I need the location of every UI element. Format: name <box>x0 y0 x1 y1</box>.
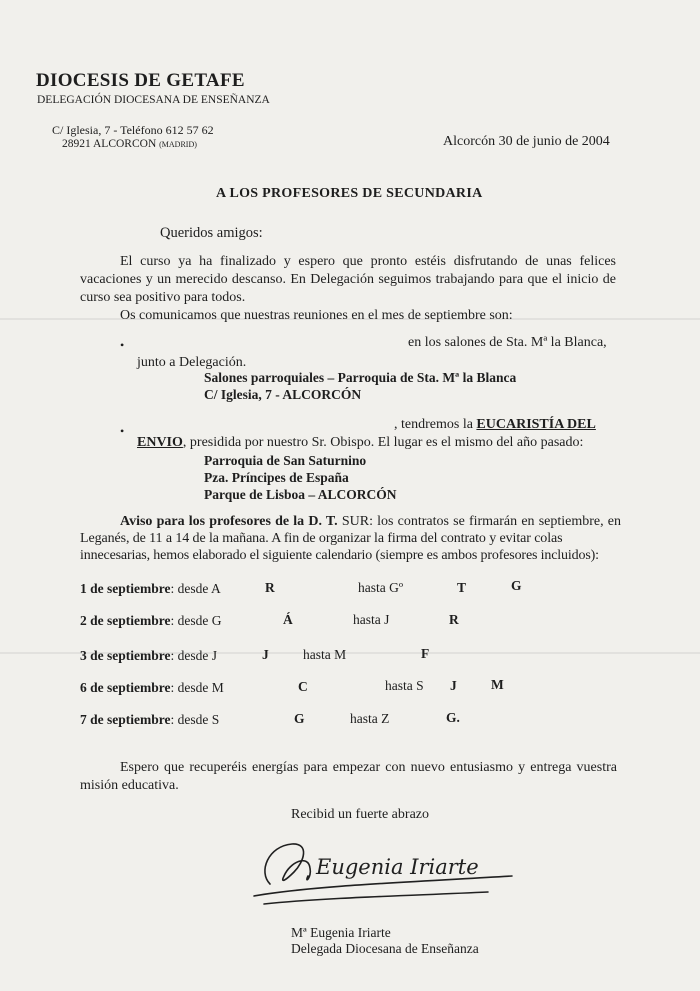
bullet-meeting-1: • <box>120 338 125 352</box>
handwritten-signature <box>250 832 520 912</box>
calendar-from: : desde S <box>170 712 220 727</box>
calendar-day: 2 de septiembre <box>80 613 171 628</box>
intro-line-4: Os comunicamos que nuestras reuniones en el mes de septiembre son: <box>120 308 513 323</box>
notice-line-3: innecesarias, hemos elaborado el siguiente calendario (siempre es ambos profesores incluidos): <box>80 548 599 563</box>
calendar-row-2 <box>80 613 222 629</box>
calendar-row-4 <box>80 680 224 696</box>
calendar-from-initial: J <box>262 647 269 662</box>
calendar-to-initial-2: G <box>511 578 522 593</box>
meeting-2-text-pre: , tendremos la <box>394 417 477 432</box>
calendar-to-initial-2: M <box>491 677 504 692</box>
meeting-1-text-line-2: junto a Delegación. <box>137 355 247 370</box>
calendar-from: : desde A <box>170 581 221 596</box>
meeting-2-event-part-1: EUCARISTÍA DEL <box>476 417 596 432</box>
greeting: Queridos amigos: <box>160 225 263 241</box>
calendar-from-initial: C <box>298 679 308 694</box>
calendar-from-initial: Á <box>283 612 293 627</box>
organization-name: DIOCESIS DE GETAFE <box>36 70 245 91</box>
calendar-from-initial: R <box>265 580 275 595</box>
calendar-day: 6 de septiembre <box>80 680 171 695</box>
calendar-day: 3 de septiembre <box>80 648 171 663</box>
intro-line-1: El curso ya ha finalizado y espero que pronto estéis disfrutando de unas felices <box>120 254 616 269</box>
calendar-day: 1 de septiembre <box>80 581 171 596</box>
calendar-to: hasta S <box>385 678 424 693</box>
meeting-1-place-line-1: Salones parroquiales – Parroquia de Sta. Mª la Blanca <box>204 370 517 385</box>
calendar-day: 7 de septiembre <box>80 712 171 727</box>
bullet-meeting-2: • <box>120 424 125 438</box>
notice-line-1 <box>120 513 621 532</box>
address-line: C/ Iglesia, 7 - Teléfono 612 57 62 <box>52 123 214 137</box>
calendar-to-initial: J <box>450 678 457 693</box>
calendar-to-initial: T <box>457 580 467 595</box>
calendar-row-3 <box>80 648 217 664</box>
meeting-2-text <box>394 416 596 435</box>
meeting-2-text-line-2 <box>137 434 583 453</box>
calendar-to-initial: R <box>449 612 459 627</box>
calendar-from-initial: G <box>294 711 305 726</box>
address-postcode-city: 28921 ALCORCON <box>62 138 157 150</box>
calendar-to: hasta J <box>353 612 390 627</box>
closing-line-2: misión educativa. <box>80 778 179 793</box>
closing-regards: Recibid un fuerte abrazo <box>291 807 429 822</box>
department-name: DELEGACIÓN DIOCESANA DE ENSEÑANZA <box>37 94 270 106</box>
address-region: (MADRID) <box>159 140 197 149</box>
notice-label: Aviso para los profesores de la D. T. <box>120 514 338 529</box>
meeting-1-text: en los salones de Sta. Mª la Blanca, <box>408 335 607 350</box>
intro-line-2: vacaciones y un merecido descanso. En Delegación seguimos trabajando para que el inicio de <box>80 272 616 287</box>
calendar-row-1 <box>80 581 221 597</box>
signatory-name: Mª Eugenia Iriarte <box>291 925 391 940</box>
calendar-from: : desde J <box>170 648 217 663</box>
meeting-1-place-line-2: C/ Iglesia, 7 - ALCORCÓN <box>204 387 362 402</box>
calendar-from: : desde M <box>170 680 224 695</box>
closing-line-1: Espero que recuperéis energías para empezar con nuevo entusiasmo y entrega vuestra <box>120 760 617 775</box>
meeting-2-event-part-2: ENVIO <box>137 435 183 450</box>
signature-script: Eugenia Iriarte <box>316 855 479 879</box>
calendar-to: hasta Gº <box>358 580 404 595</box>
calendar-to: hasta M <box>303 647 347 662</box>
notice-line-1-rest: SUR: los contratos se firmarán en septiembre, en <box>337 514 621 529</box>
calendar-to-initial: F <box>421 646 430 661</box>
meeting-2-text-post: , presidida por nuestro Sr. Obispo. El lugar es el mismo del año pasado: <box>182 435 584 450</box>
calendar-from: : desde G <box>170 613 222 628</box>
calendar-to: hasta Z <box>350 711 390 726</box>
address-city-line <box>62 138 197 150</box>
meeting-2-place-line-1: Parroquia de San Saturnino <box>204 453 367 468</box>
letter-heading: A LOS PROFESORES DE SECUNDARIA <box>216 186 483 201</box>
letter-date: Alcorcón 30 de junio de 2004 <box>443 134 610 149</box>
notice-line-2: Leganés, de 11 a 14 de la mañana. A fin de organizar la firma del contrato y evitar colas <box>80 531 563 546</box>
calendar-row-5 <box>80 712 219 728</box>
meeting-2-place-line-3: Parque de Lisboa – ALCORCÓN <box>204 487 397 502</box>
signatory-title: Delegada Diocesana de Enseñanza <box>291 941 479 956</box>
meeting-2-place-line-2: Pza. Príncipes de España <box>204 470 349 485</box>
intro-line-3: curso sea positivo para todos. <box>80 290 246 305</box>
calendar-to-initial: G. <box>446 710 460 725</box>
